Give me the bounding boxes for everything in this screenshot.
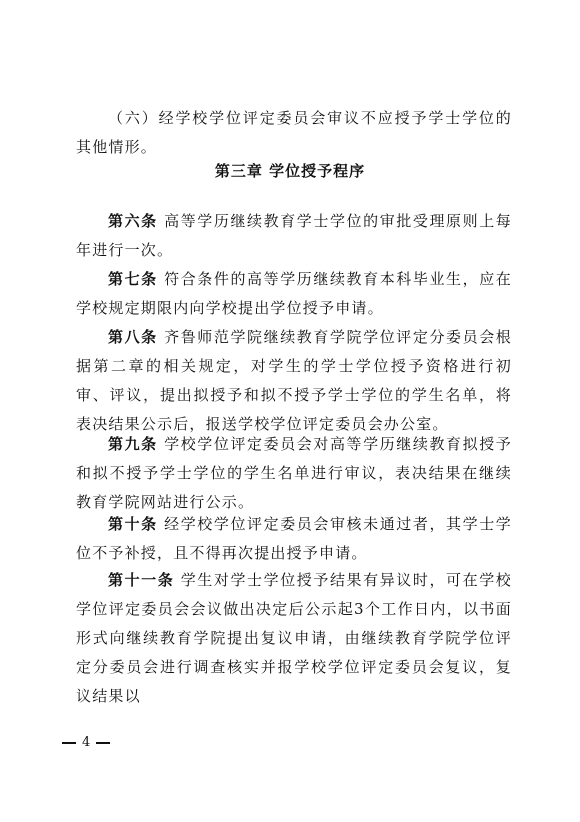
article-10 — [76, 510, 512, 568]
dash-right — [96, 742, 110, 744]
article-text: 高等学历继续教育学士学位的审批受理原则上每年进行一次。 — [76, 212, 513, 259]
article-11 — [76, 566, 512, 711]
article-label: 第十条 — [108, 515, 158, 533]
page-number — [62, 735, 110, 750]
paragraph-text: （六）经学校学位评定委员会审议不应授予学士学位的其他情形。 — [76, 109, 512, 156]
article-8 — [76, 323, 512, 439]
article-6 — [76, 207, 512, 265]
article-text: 经学校学位评定委员会审核未通过者，其学士学位不予补授，且不得再次提出授予申请。 — [76, 515, 513, 562]
article-7 — [76, 265, 512, 323]
article-text: 学生对学士学位授予结果有异议时，可在学校学位评定委员会会议做出决定后公示起3个工作日内，以书面形式向继续教育学院提出复议申请，由继续教育学院学位评定分委员会进行调查核实并报学校学位评定委员会复议，复议结果以 — [76, 571, 512, 705]
paragraph-item-6 — [76, 104, 512, 162]
article-label: 第十一条 — [108, 571, 175, 589]
article-label: 第九条 — [108, 435, 158, 453]
page-number-text: 4 — [82, 735, 91, 750]
article-text: 齐鲁师范学院继续教育学院学位评定分委员会根据第二章的相关规定，对学生的学士学位授予资格进行初审、评议，提出拟授予和拟不授予学士学位的学生名单，将表决结果公示后，报送学校学位评定委员会办公室。 — [76, 328, 513, 433]
chapter-title: 第三章 学位授予程序 — [214, 162, 366, 180]
article-label: 第八条 — [108, 328, 158, 346]
article-text: 学校学位评定委员会对高等学历继续教育拟授予和拟不授予学士学位的学生名单进行审议，表决结果在继续教育学院网站进行公示。 — [76, 435, 513, 511]
dash-left — [62, 742, 76, 744]
article-label: 第六条 — [108, 212, 158, 230]
article-9 — [76, 430, 512, 517]
article-label: 第七条 — [108, 270, 158, 288]
article-text: 符合条件的高等学历继续教育本科毕业生，应在学校规定期限内向学校提出学位授予申请。 — [76, 270, 513, 317]
